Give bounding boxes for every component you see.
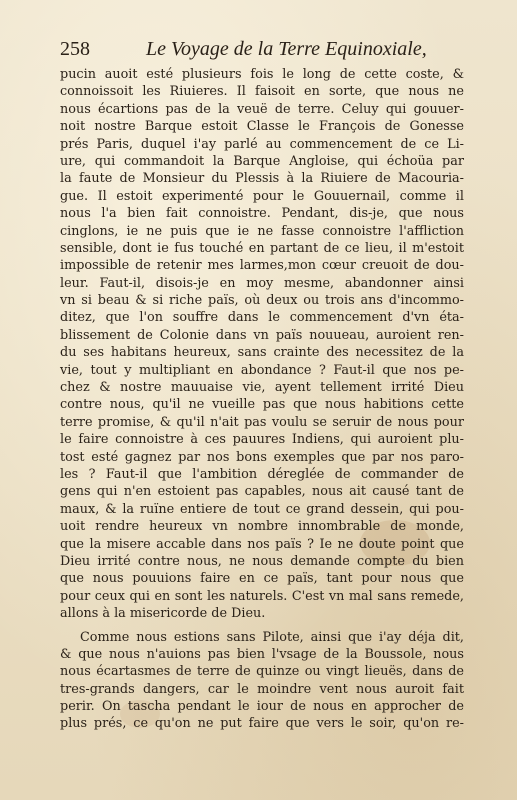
text-line: le faire connoistre à ces pauures Indiens, qui auroient plu- bbox=[60, 432, 464, 448]
text-line: les ? Faut-il que l'ambition déreglée de commander de bbox=[60, 466, 464, 482]
text-line: gens qui n'en estoient pas capables, nous ait causé tant de bbox=[60, 484, 464, 500]
text-line: contre nous, qu'il ne vueille pas que nous habitions cette bbox=[60, 397, 464, 413]
text-line: & que nous n'auions pas bien l'vsage de la Boussole, nous bbox=[60, 646, 464, 662]
text-line: nous l'a bien fait connoistre. Pendant, dis-je, que nous bbox=[60, 206, 464, 222]
text-line: la faute de Monsieur du Plessis à la Riuiere de Macouria- bbox=[60, 171, 464, 187]
text-line: que nous pouuions faire en ce païs, tant pour nous que bbox=[60, 571, 464, 587]
text-line: vn si beau & si riche païs, où deux ou trois ans d'incommo- bbox=[60, 293, 464, 309]
text-line: du ses habitans heureux, sans crainte des necessitez de la bbox=[60, 345, 464, 361]
text-line: nous écartasmes de terre de quinze ou vingt lieuës, dans de bbox=[60, 664, 464, 680]
text-line: gue. Il estoit experimenté pour le Gouuernail, comme il bbox=[60, 188, 464, 204]
text-line: perir. On tascha pendant le iour de nous en approcher de bbox=[60, 699, 464, 715]
text-line: terre promise, & qu'il n'ait pas voulu se seruir de nous pour bbox=[60, 414, 464, 430]
text-line: chez & nostre mauuaise vie, ayent tellement irrité Dieu bbox=[60, 380, 464, 396]
running-title: Le Voyage de la Terre Equinoxiale, bbox=[146, 38, 427, 60]
text-line: tost esté gagnez par nos bons exemples que par nos paro- bbox=[60, 449, 464, 465]
text-line: connoissoit les Riuieres. Il faisoit en sorte, que nous ne bbox=[60, 84, 464, 100]
text-line: Dieu irrité contre nous, ne nous demande compte du bien bbox=[60, 553, 464, 569]
text-line: que la misere accable dans nos païs ? Ie ne doute point que bbox=[60, 536, 464, 552]
page-header bbox=[60, 37, 464, 61]
text-line: leur. Faut-il, disois-je en moy mesme, abandonner ainsi bbox=[60, 275, 464, 291]
body-text bbox=[60, 66, 464, 733]
text-line: Comme nous estions sans Pilote, ainsi que i'ay déja dit, bbox=[80, 629, 464, 645]
text-line: impossible de retenir mes larmes,mon cœur creuoit de dou- bbox=[60, 258, 464, 274]
text-line: uoit rendre heureux vn nombre innombrable de monde, bbox=[60, 519, 464, 535]
text-line: cinglons, ie ne puis que ie ne fasse connoistre l'affliction bbox=[60, 223, 464, 239]
text-line: nous écartions pas de la veuë de terre. Celuy qui gouuer- bbox=[60, 101, 464, 117]
text-line: blissement de Colonie dans vn païs nouueau, auroient ren- bbox=[60, 327, 464, 343]
text-line: ure, qui commandoit la Barque Angloise, qui échoüa par bbox=[60, 153, 464, 169]
text-line: noit nostre Barque estoit Classe le François de Gonesse bbox=[60, 119, 464, 135]
text-line: maux, & la ruïne entiere de tout ce grand dessein, qui pou- bbox=[60, 501, 464, 517]
page-number: 258 bbox=[60, 38, 90, 60]
text-line: pour ceux qui en sont les naturels. C'est vn mal sans remede, bbox=[60, 588, 464, 604]
text-line: tres-grands dangers, car le moindre vent nous auroit fait bbox=[60, 681, 464, 697]
text-line: prés Paris, duquel i'ay parlé au commencement de ce Li- bbox=[60, 136, 464, 152]
text-line: sensible, dont ie fus touché en partant de ce lieu, il m'estoit bbox=[60, 240, 464, 256]
text-line: ditez, que l'on souffre dans le commencement d'vn éta- bbox=[60, 310, 464, 326]
text-line: pucin auoit esté plusieurs fois le long de cette coste, & bbox=[60, 67, 464, 82]
text-line: allons à la misericorde de Dieu. bbox=[60, 606, 266, 622]
text-line: vie, tout y multipliant en abondance ? Faut-il que nos pe- bbox=[60, 362, 464, 378]
text-line: plus prés, ce qu'on ne put faire que vers le soir, qu'on re- bbox=[60, 716, 464, 732]
